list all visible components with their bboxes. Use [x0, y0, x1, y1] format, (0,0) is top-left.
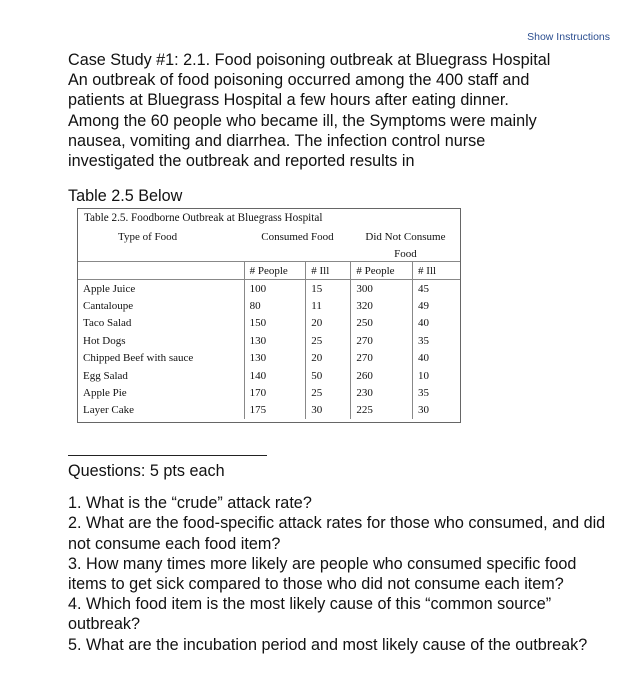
food-cell: Egg Salad — [83, 369, 128, 382]
table-title: Table 2.5. Foodborne Outbreak at Bluegrass Hospital — [84, 212, 323, 224]
c-ill-cell: 50 — [306, 367, 351, 384]
n-people-cell: 270 — [351, 350, 413, 367]
outbreak-table — [78, 227, 460, 419]
food-cell: Cantaloupe — [83, 300, 134, 313]
case-line: Case Study #1: 2.1. Food poisoning outbreak at Bluegrass Hospital — [68, 51, 551, 69]
n-ill-cell: 40 — [413, 350, 460, 367]
header-c-ill: # Ill — [306, 262, 351, 280]
n-people-cell: 230 — [351, 384, 413, 401]
food-cell: Taco Salad — [83, 317, 132, 330]
c-people-cell: 130 — [244, 350, 306, 367]
question-item: 4. Which food item is the most likely cause of this “common source” outbreak? — [68, 595, 552, 634]
c-people-cell: 130 — [244, 332, 306, 349]
n-ill-cell: 35 — [413, 332, 460, 349]
section-divider — [68, 455, 267, 456]
table-row — [78, 297, 460, 314]
c-people-cell: 140 — [244, 367, 306, 384]
c-people-cell: 175 — [244, 402, 306, 419]
food-cell: Layer Cake — [83, 404, 134, 417]
food-cell: Apple Juice — [83, 282, 136, 295]
header-n-people: # People — [351, 262, 413, 280]
n-ill-cell: 35 — [413, 384, 460, 401]
c-ill-cell: 25 — [306, 384, 351, 401]
case-line: patients at Bluegrass Hospital a few hours after eating dinner. — [68, 91, 509, 110]
table-row — [78, 367, 460, 384]
table-row — [78, 280, 460, 298]
c-people-cell: 80 — [244, 297, 306, 314]
case-line: nausea, vomiting and diarrhea. The infection control nurse — [68, 131, 486, 150]
n-people-cell: 225 — [351, 402, 413, 419]
table-row — [78, 332, 460, 349]
c-ill-cell: 15 — [306, 280, 351, 298]
food-cell: Hot Dogs — [83, 334, 126, 347]
n-ill-cell: 49 — [413, 297, 460, 314]
c-ill-cell: 11 — [306, 297, 351, 314]
c-people-cell: 100 — [244, 280, 306, 298]
c-people-cell: 150 — [244, 315, 306, 332]
header-consumed-food: Consumed Food — [261, 231, 334, 243]
table-row — [78, 384, 460, 401]
food-cell: Apple Pie — [83, 387, 127, 400]
header-did-not-consume: Did Not Consume — [365, 231, 446, 243]
table-row — [78, 402, 460, 419]
table-row — [78, 350, 460, 367]
table-row — [78, 315, 460, 332]
case-line: Among the 60 people who became ill, the Symptoms were mainly — [68, 111, 537, 130]
case-line: investigated the outbreak and reported results in — [68, 152, 415, 171]
c-people-cell: 170 — [244, 384, 306, 401]
case-line: An outbreak of food poisoning occurred among the 400 staff and — [68, 71, 530, 90]
table-caption: Table 2.5 Below — [68, 187, 183, 205]
n-people-cell: 320 — [351, 297, 413, 314]
food-cell: Chipped Beef with sauce — [83, 352, 194, 365]
n-ill-cell: 30 — [413, 402, 460, 419]
n-people-cell: 250 — [351, 315, 413, 332]
header-c-people: # People — [244, 262, 306, 280]
question-item: 2. What are the food-specific attack rates for those who consumed, and did not consume each food item? — [68, 514, 606, 553]
question-item: 1. What is the “crude” attack rate? — [68, 494, 312, 513]
questions-list — [68, 493, 608, 655]
n-ill-cell: 45 — [413, 280, 460, 298]
questions-heading: Questions: 5 pts each — [68, 462, 225, 480]
question-item: 5. What are the incubation period and most likely cause of the outbreak? — [68, 635, 588, 654]
c-ill-cell: 30 — [306, 402, 351, 419]
n-ill-cell: 40 — [413, 315, 460, 332]
n-people-cell: 300 — [351, 280, 413, 298]
header-did-not-consume-food: Food — [394, 248, 417, 260]
c-ill-cell: 20 — [306, 350, 351, 367]
header-type-of-food: Type of Food — [118, 231, 178, 243]
n-ill-cell: 10 — [413, 367, 460, 384]
question-item: 3. How many times more likely are people who consumed specific food items to get sick compared to those who did not consume each item? — [68, 554, 577, 594]
questions-section — [68, 461, 608, 655]
case-study-text — [68, 50, 613, 171]
c-ill-cell: 25 — [306, 332, 351, 349]
c-ill-cell: 20 — [306, 315, 351, 332]
n-people-cell: 270 — [351, 332, 413, 349]
outbreak-table-image — [77, 208, 461, 423]
header-n-ill: # Ill — [413, 262, 460, 280]
show-instructions-link[interactable]: Show Instructions — [527, 31, 610, 43]
n-people-cell: 260 — [351, 367, 413, 384]
